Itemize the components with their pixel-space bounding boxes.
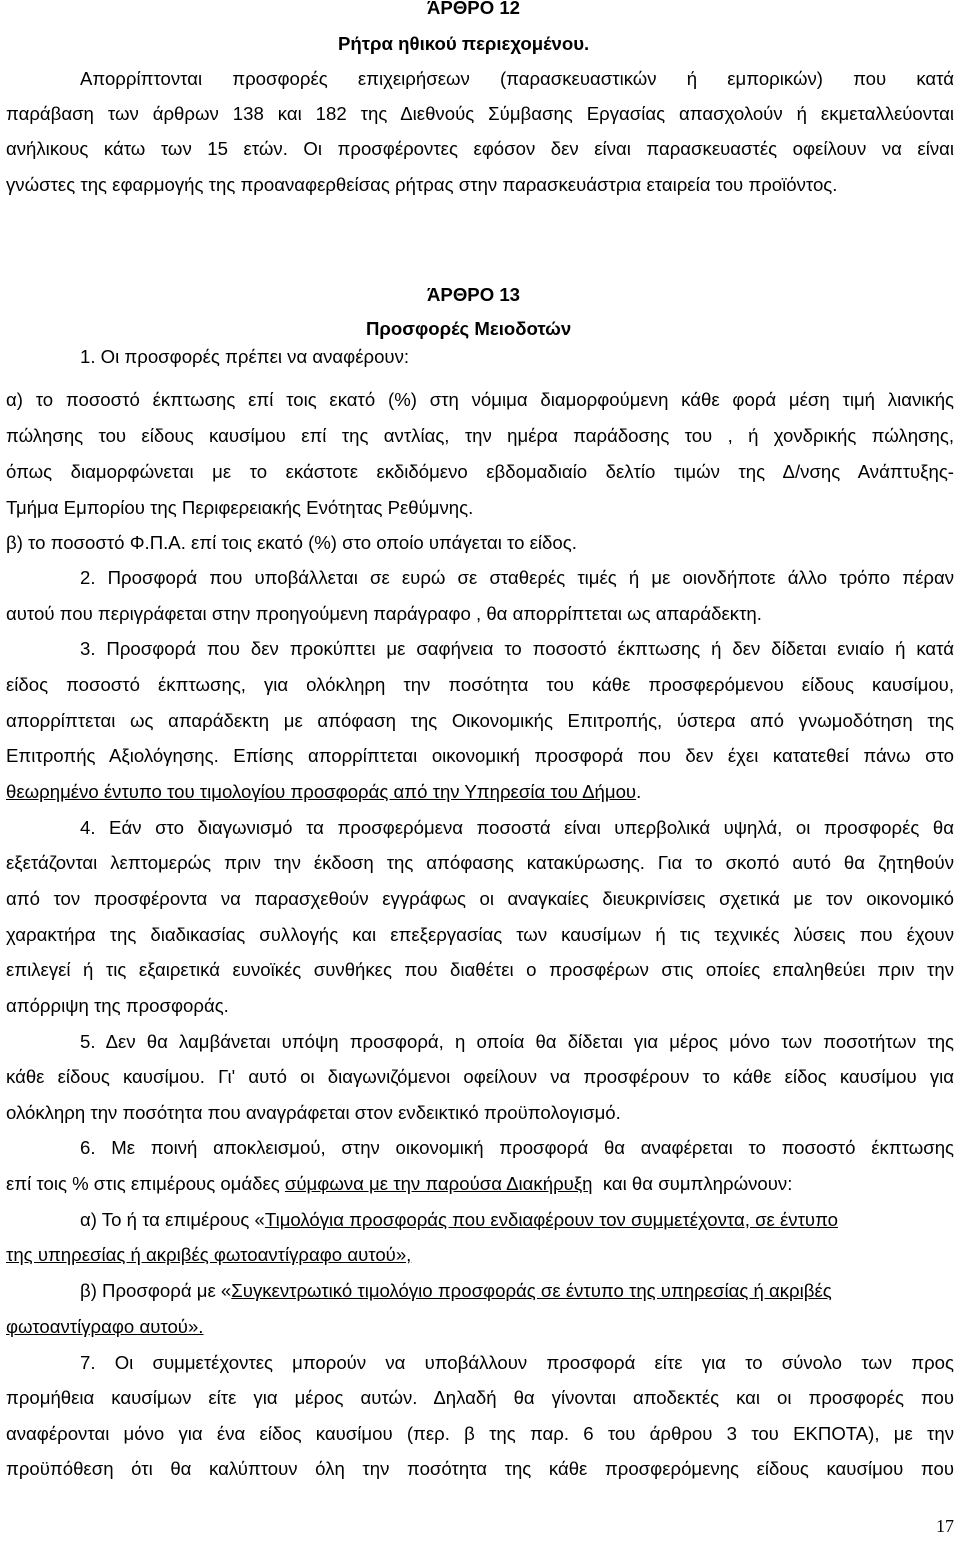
paragraph-4-line: από τον προσφέροντα να παρασχεθούν εγγράφως οι αναγκαίες διευκρινίσεις σχετικά με τον οικονομικό [6,888,954,909]
registered-form-underlined-text: θεωρημένο έντυπο του τιμολογίου προσφοράς από την Υπηρεσία του Δήμου [6,781,637,802]
article-13-heading: ΆΡΘΡΟ 13 [427,284,521,305]
offer-invoices-underlined: της υπηρεσίας ή ακριβές φωτοαντίγραφο αυτού», [6,1244,412,1265]
paragraph-4-line: επιλεγεί ή τις εξαιρετικά ευνοϊκές συνθήκες που διαθέτει ο προσφέρων στις οποίες επαληθεύει πριν την [6,959,954,980]
article-13-subtitle: Προσφορές Μειοδοτών [366,318,572,339]
summary-invoice-underlined: φωτοαντίγραφο αυτού». [6,1316,204,1337]
summary-invoice-underlined: Συγκεντρωτικό τιμολόγιο προσφοράς σε έντυπο της υπηρεσίας ή ακριβές [231,1280,832,1301]
paragraph-6a-prefix: α) Το ή τα επιμέρους « [80,1209,265,1230]
paragraph-3-line: 3. Προσφορά που δεν προκύπτει με σαφήνεια το ποσοστό έκπτωσης ή δεν δίδεται ενιαίο ή κατά [80,638,954,659]
paragraph-1b: β) το ποσοστό Φ.Π.Α. επί τοις εκατό (%) στο οποίο υπάγεται το είδος. [6,532,577,553]
paragraph-6a-line [6,1243,954,1267]
paragraph-7-line: 7. Οι συμμετέχοντες μπορούν να υποβάλλουν προσφορά είτε για το σύνολο των προς [80,1352,954,1373]
article-12-line: παράβαση των άρθρων 138 και 182 της Διεθνούς Σύμβασης Εργασίας απασχολούν ή εκμεταλλεύονται [6,103,954,124]
paragraph-4-line: εξετάζονται λεπτομερώς πριν την έκδοση της απόφασης κατακύρωσης. Για το σκοπό αυτό θα ζητηθούν [6,852,954,873]
paragraph-6-text: και θα συμπληρώνουν: [592,1173,793,1194]
paragraph-7-line: προϋπόθεση ότι θα καλύπτουν όλη την ποσότητα της κάθε προσφερόμενης είδους καυσίμου που [6,1458,954,1479]
paragraph-4-line: 4. Εάν στο διαγωνισμό τα προσφερόμενα ποσοστά είναι υπερβολικά υψηλά, οι προσφορές θα [80,817,954,838]
article-12-heading: ΆΡΘΡΟ 12 [427,0,521,18]
paragraph-4-line: χαρακτήρα της διαδικασίας συλλογής και επεξεργασίας των καυσίμων ή τις τεχνικές λύσεις που έχουν [6,924,954,945]
article-12-line: ανήλικους κάτω των 15 ετών. Οι προσφέροντες εφόσον δεν είναι παρασκευαστές οφείλουν να είναι [6,138,954,159]
article-12-subtitle: Ρήτρα ηθικού περιεχομένου. [338,33,590,54]
paragraph-3-line: απορρίπτεται ως απαράδεκτη με απόφαση της Οικονομικής Επιτροπής, ύστερα από γνωμοδότηση της [6,710,954,731]
paragraph-5-line: κάθε είδους καυσίμου. Γι' αυτό οι διαγωνιζόμενοι οφείλουν να προσφέρουν το κάθε είδος καυσίμου για [6,1066,954,1087]
paragraph-6-line: 6. Με ποινή αποκλεισμού, στην οικονομική προσφορά θα αναφέρεται το ποσοστό έκπτωσης [80,1137,954,1158]
paragraph-1a-line: όπως διαμορφώνεται με το εκάστοτε εκδιδόμενο εβδομαδιαίο δελτίο τιμών της Δ/νσης Ανάπτυξης- [6,461,954,482]
paragraph-6a-line [80,1208,954,1232]
declaration-reference-underlined: σύμφωνα με την παρούσα Διακήρυξη [284,1173,593,1194]
paragraph-1a-line: α) το ποσοστό έκπτωσης επί τοις εκατό (%) στη νόμιμα διαμορφούμενη κάθε φορά μέση τιμή λιανικής [6,389,954,410]
paragraph-1-intro: 1. Οι προσφορές πρέπει να αναφέρουν: [80,346,410,367]
paragraph-7-line: προμήθεια καυσίμων είτε για μέρος αυτών. Δηλαδή θα γίνονται αποδεκτές και οι προσφορές που [6,1387,954,1408]
article-12-line: γνώστες της εφαρμογής της προαναφερθείσας ρήτρας στην παρασκευάστρια εταιρεία του προϊόντος. [6,174,838,195]
paragraph-3-period: . [636,781,642,802]
paragraph-2-line: αυτού που περιγράφεται στην προηγούμενη παράγραφο , θα απορρίπτεται ως απαράδεκτη. [6,603,762,624]
paragraph-3-last-line [6,780,954,804]
paragraph-6b-line [6,1315,954,1339]
paragraph-5-line: ολόκληρη την ποσότητα που αναγράφεται στον ενδεικτικό προϋπολογισμό. [6,1102,621,1123]
page-number: 17 [936,1516,954,1536]
paragraph-3-line: είδος ποσοστό έκπτωσης, για ολόκληρη την ποσότητα του κάθε προσφερόμενου είδους καυσίμου, [6,674,954,695]
paragraph-1a-line: πώλησης του είδους καυσίμου επί της αντλίας, την ημέρα παράδοσης του , ή χονδρικής πώλησης, [6,425,954,446]
paragraph-6-text: επί τοις % στις επιμέρους ομάδες [6,1173,285,1194]
article-12-line: Απορρίπτονται προσφορές επιχειρήσεων (παρασκευαστικών ή εμπορικών) που κατά [80,68,954,89]
offer-invoices-underlined: Τιμολόγια προσφοράς που ενδιαφέρουν τον συμμετέχοντα, σε έντυπο [264,1209,839,1230]
paragraph-6-line [6,1172,954,1196]
paragraph-2-line: 2. Προσφορά που υποβάλλεται σε ευρώ σε σταθερές τιμές ή με οιονδήποτε άλλο τρόπο πέραν [80,567,954,588]
paragraph-6b-line [80,1279,954,1303]
paragraph-5-line: 5. Δεν θα λαμβάνεται υπόψη προσφορά, η οποία θα δίδεται για μέρος μόνο των ποσοτήτων της [80,1031,954,1052]
paragraph-4-line: απόρριψη της προσφοράς. [6,995,229,1016]
paragraph-3-line: Επιτροπής Αξιολόγησης. Επίσης απορρίπτεται οικονομική προσφορά που δεν έχει κατατεθεί πάνω στο [6,745,954,766]
paragraph-6b-prefix: β) Προσφορά με « [80,1280,232,1301]
paragraph-1a-line: Τμήμα Εμπορίου της Περιφερειακής Ενότητας Ρεθύμνης. [6,497,474,518]
paragraph-7-line: αναφέρονται μόνο για ένα είδος καυσίμου (περ. β της παρ. 6 του άρθρου 3 του ΕΚΠΟΤΑ), με την [6,1423,954,1444]
